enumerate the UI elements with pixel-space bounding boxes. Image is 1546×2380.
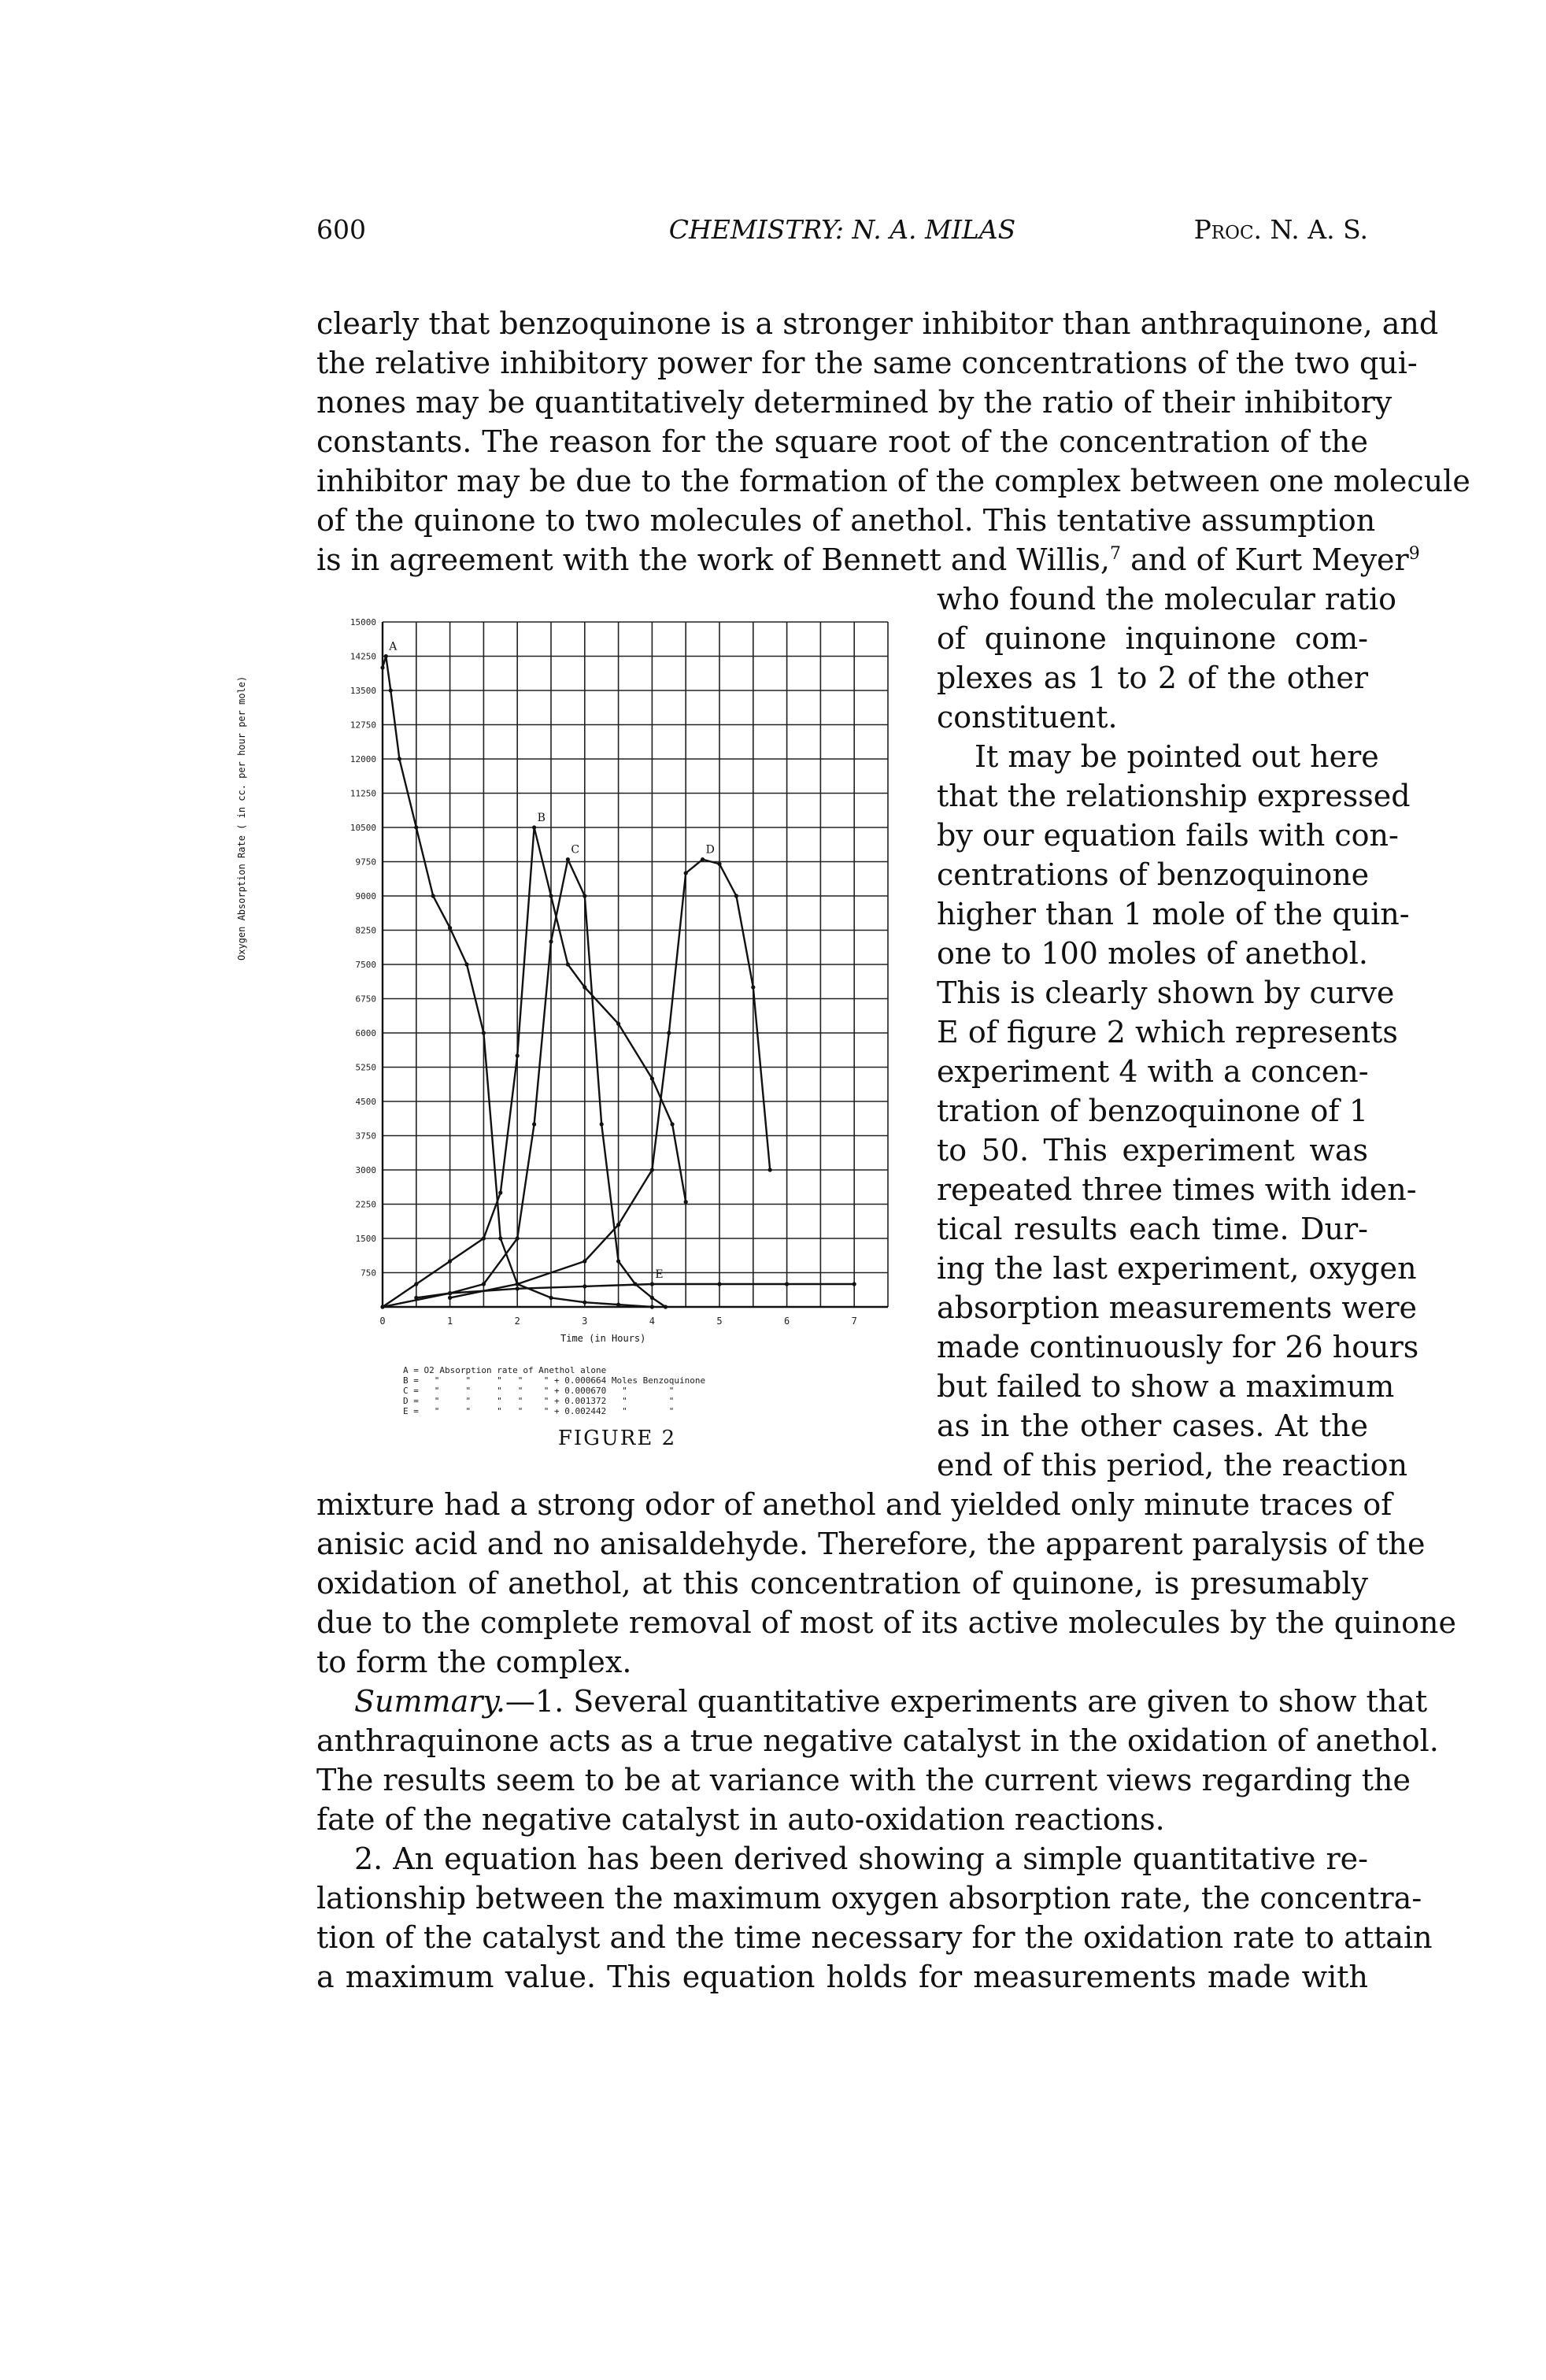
x-tick-label: 2 [514,1316,520,1327]
data-point-D [768,1168,772,1171]
data-point-A [380,665,384,669]
y-tick-label: 13500 [350,686,376,696]
data-point-D [650,1168,654,1171]
text-line: of quinone inquinone com- [937,621,1368,656]
text-line: repeated three times with iden- [937,1172,1417,1207]
summary-paragraph [316,1682,1439,1839]
text-line: the relative inhibitory power for the same concentrations of the two qui- [316,346,1418,380]
y-tick-label: 750 [361,1268,376,1279]
data-point-E [717,1282,721,1286]
text-line: constants. The reason for the square root of the concentration of the [316,424,1368,459]
data-point-B [414,1282,418,1286]
data-point-A [431,894,435,898]
data-point-D [667,1031,671,1035]
series-line-C [416,860,666,1307]
figure-caption: FIGURE 2 [557,1427,677,1450]
curve-label-E: E [655,1268,664,1281]
text-line: mixture had a strong odor of anethol and yielded only minute traces of [316,1487,1393,1522]
x-tick-label: 3 [582,1316,588,1327]
data-point-C [482,1282,486,1286]
text-line: as in the other cases. At the [937,1408,1368,1443]
y-axis-title: Oxygen Absorption Rate ( in cc. per hour per mole) [236,676,247,961]
data-point-C [650,1296,654,1300]
text-line: inhibitor may be due to the formation of the complex between one molecule [316,464,1470,498]
y-tick-label: 12750 [350,720,376,731]
legend-line: E = " " " " " + 0.002442 " " [403,1406,675,1416]
text-line: is in agreement with the work of Bennett and Willis,$^7$ and of Kurt Meyer$^9$ [316,542,1420,577]
data-point-D [751,985,755,989]
text-line: tion of the catalyst and the time necessary for the oxidation rate to attain [316,1920,1433,1955]
y-tick-label: 3750 [355,1131,376,1142]
x-tick-label: 0 [379,1316,386,1327]
y-tick-label: 7500 [355,960,376,970]
data-point-D [448,1296,452,1300]
text-line: to form the complex. [316,1645,632,1679]
y-tick-label: 14250 [350,651,376,662]
data-point-B [650,1076,654,1080]
text-line: oxidation of anethol, at this concentration of quinone, is presumably [316,1566,1368,1601]
data-point-B [516,1053,520,1057]
text-line: absorption measurements were [937,1290,1418,1325]
data-point-B [549,894,553,898]
data-point-C [664,1305,668,1308]
page-number: 600 [316,214,366,245]
data-point-A [616,1303,620,1307]
data-point-A [464,962,468,966]
data-point-E [650,1282,654,1286]
data-point-B [684,1200,688,1204]
y-tick-label: 9000 [355,891,376,901]
text-line: It may be pointed out here [975,739,1379,774]
y-tick-label: 4500 [355,1097,376,1107]
data-point-A [414,825,418,829]
data-point-A [583,1301,586,1305]
curve-label-B: B [537,812,546,824]
data-point-C [532,1122,536,1126]
running-header [316,214,1368,249]
data-point-A [482,1031,486,1035]
text-line: tical results each time. Dur- [937,1212,1368,1246]
data-point-E [448,1291,452,1295]
point-2-paragraph [316,1839,1433,1997]
y-tick-label: 6000 [355,1028,376,1038]
text-line: E of figure 2 which represents [937,1015,1398,1049]
data-point-E [583,1284,586,1288]
text-line: a maximum value. This equation holds for measurements made with [316,1960,1368,1994]
data-point-D [516,1282,520,1286]
text-line: plexes as 1 to 2 of the other [937,661,1368,695]
oxygen-absorption-chart [309,589,907,1376]
text-line: by our equation fails with con- [937,818,1399,853]
legend-line: A = O2 Absorption rate of Anethol alone [403,1365,607,1375]
text-line: one to 100 moles of anethol. [937,936,1368,971]
data-point-A [549,1296,553,1300]
legend-line: C = " " " " " + 0.000670 " " [403,1386,675,1396]
data-point-B [670,1122,674,1126]
x-tick-label: 7 [851,1316,857,1327]
data-point-A [448,926,452,930]
data-point-C [583,894,586,898]
text-line: ing the last experiment, oxygen [937,1251,1417,1286]
text-line: fate of the negative catalyst in auto-oxidation reactions. [316,1802,1165,1837]
text-line: anthraquinone acts as a true negative catalyst in the oxidation of anethol. [316,1723,1439,1758]
y-tick-label: 5250 [355,1062,376,1073]
y-tick-label: 9750 [355,857,376,868]
data-point-D [616,1223,620,1227]
text-line: to 50. This experiment was [937,1133,1368,1168]
data-point-B [616,1022,620,1026]
text-line: experiment 4 with a concen- [937,1054,1369,1089]
data-point-D [717,862,721,866]
data-point-C [600,1122,604,1126]
data-point-B [498,1190,502,1194]
text-line: lationship between the maximum oxygen absorption rate, the concentra- [316,1881,1422,1915]
data-point-E [380,1305,384,1308]
summary-label: Summary. [354,1684,505,1719]
text-line: This is clearly shown by curve [937,975,1395,1010]
text-line: constituent. [937,700,1118,735]
data-point-D [701,857,705,861]
text-line: that the relationship expressed [937,779,1411,813]
x-tick-label: 6 [783,1316,790,1327]
x-tick-label: 4 [649,1316,656,1327]
data-point-D [684,871,688,875]
data-point-A [384,654,388,658]
data-point-B [482,1236,486,1240]
data-point-B [532,825,536,829]
data-point-D [734,894,738,898]
y-tick-label: 11250 [350,788,376,799]
y-tick-label: 10500 [350,823,376,833]
paragraph-side [937,579,1419,1485]
legend-line: D = " " " " " + 0.001372 " " [403,1396,675,1406]
legend-line: B = " " " " " + 0.000664 Moles Benzoquinone [403,1375,706,1386]
text-line: who found the molecular ratio [937,582,1397,616]
text-line: higher than 1 mole of the quin- [937,897,1410,931]
data-point-B [566,962,570,966]
x-tick-label: 1 [446,1316,453,1327]
text-line: clearly that benzoquinone is a stronger inhibitor than anthraquinone, and [316,306,1439,341]
y-tick-label: 12000 [350,754,376,764]
curve-label-D: D [705,843,715,857]
series-line-D [450,860,771,1298]
data-point-E [516,1286,520,1290]
text-line: made continuously for 26 hours [937,1330,1419,1364]
data-point-A [398,757,401,761]
curve-label-A: A [389,640,398,653]
data-point-B [448,1259,452,1263]
x-axis-title: Time (in Hours) [560,1333,646,1344]
paragraph-bottom [316,1485,1457,1682]
text-line: centrations of benzoquinone [937,857,1370,892]
data-point-C [549,939,553,943]
data-point-C [516,1236,520,1240]
data-point-B [583,985,586,989]
data-point-A [498,1236,502,1240]
text-line: of the quinone to two molecules of anethol. This tentative assumption [316,503,1376,538]
y-tick-label: 1500 [355,1234,376,1244]
data-point-E [853,1282,856,1286]
text-line: due to the complete removal of most of its active molecules by the quinone [316,1605,1457,1640]
data-point-D [583,1259,586,1263]
text-line: but failed to show a maximum [937,1369,1395,1404]
y-tick-label: 2250 [355,1199,376,1210]
text-line: tration of benzoquinone of 1 [937,1094,1368,1128]
summary-line-text: —1. Several quantitative experiments are given to show that [505,1684,1428,1719]
text-line: nones may be quantitatively determined by the ratio of their inhibitory [316,385,1393,420]
y-tick-label: 3000 [355,1165,376,1175]
y-tick-label: 8250 [355,925,376,936]
text-line: end of this period, the reaction [937,1448,1408,1482]
data-point-C [566,857,570,861]
text-line: The results seem to be at variance with the current views regarding the [316,1763,1411,1797]
data-point-E [785,1282,789,1286]
journal-name: Proc. N. A. S. [1193,214,1368,245]
data-point-A [389,688,393,692]
data-point-C [616,1259,620,1263]
text-line [316,1682,1428,1721]
figure-legend [403,1365,705,1416]
y-tick-label: 15000 [350,617,376,627]
curve-label-C: C [571,843,580,857]
figure-2 [309,589,907,1455]
data-point-A [650,1305,654,1308]
text-line: 2. An equation has been derived showing a simple quantitative re- [354,1841,1368,1876]
running-title: CHEMISTRY: N. A. MILAS [668,214,1016,245]
text-line: anisic acid and no anisaldehyde. Therefore, the apparent paralysis of the [316,1527,1426,1561]
y-tick-label: 6750 [355,994,376,1005]
x-tick-label: 5 [716,1316,723,1327]
paragraph-top [316,304,1470,579]
